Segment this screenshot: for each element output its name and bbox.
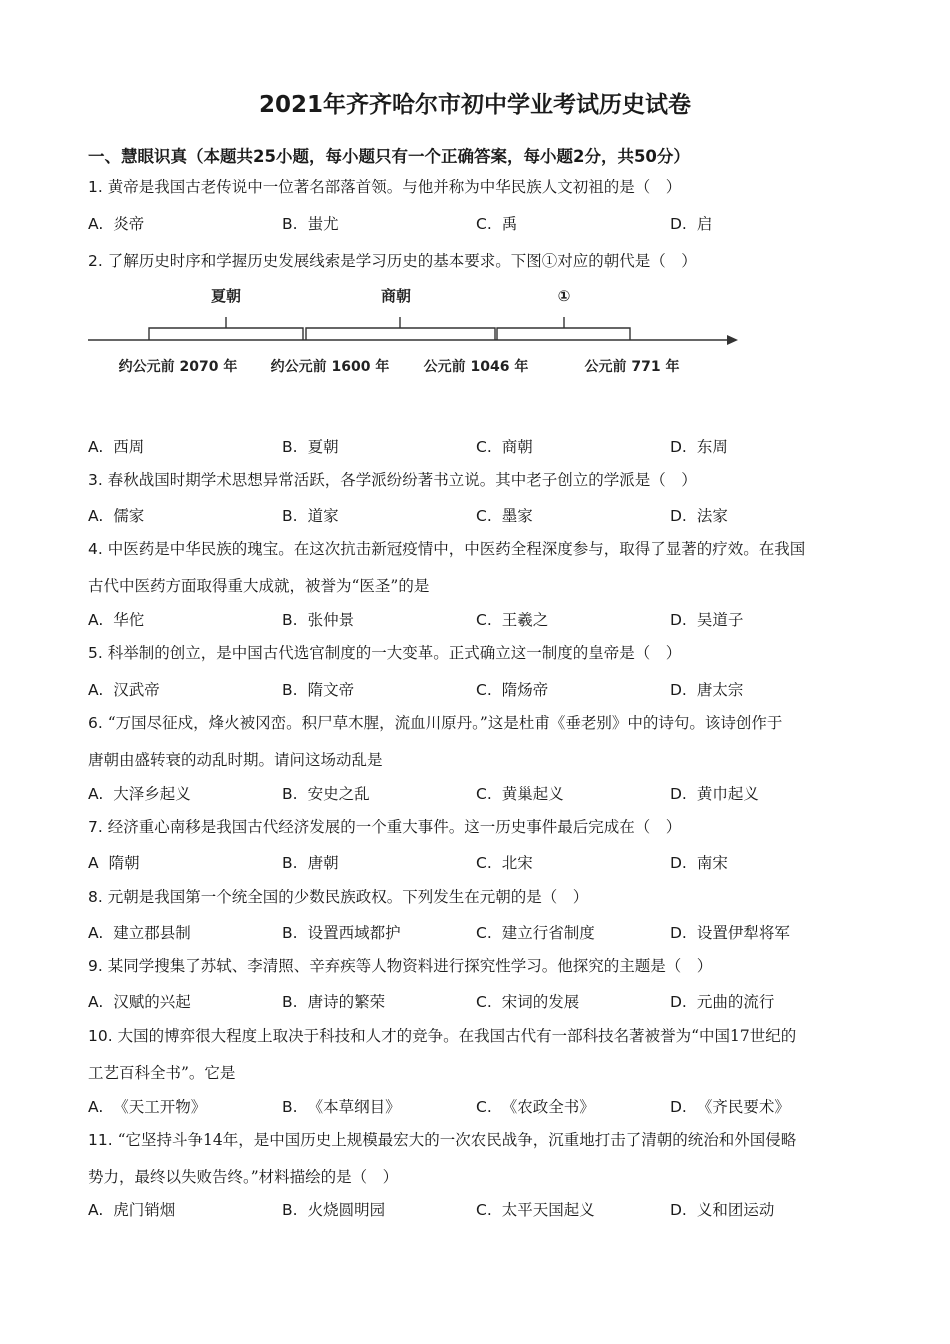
option-text: 唐太宗	[696, 681, 744, 699]
option-c	[476, 608, 548, 630]
question-number: 3.	[88, 471, 103, 489]
option-letter: D.	[670, 611, 687, 629]
option-letter: D.	[670, 1098, 687, 1116]
question-number: 11.	[88, 1131, 113, 1149]
option-text: 《齐民要术》	[696, 1098, 790, 1116]
option-b	[282, 1198, 385, 1220]
option-letter: A.	[88, 215, 104, 233]
question-9-line-1	[88, 954, 712, 976]
option-a	[88, 1095, 206, 1117]
question-number: 8.	[88, 888, 103, 906]
question-3-line-1	[88, 468, 697, 490]
option-letter: D.	[670, 1201, 687, 1219]
option-b	[282, 851, 339, 873]
option-text: 华佗	[113, 611, 145, 629]
option-letter: B.	[282, 611, 298, 629]
option-letter: B.	[282, 215, 298, 233]
option-text: 隋炀帝	[501, 681, 549, 699]
option-text: 太平天国起义	[501, 1201, 595, 1219]
option-letter: B.	[282, 993, 298, 1011]
option-d	[670, 1198, 774, 1220]
question-text: 元朝是我国第一个统全国的少数民族政权。下列发生在元朝的是（ ）	[107, 888, 589, 906]
option-letter: C.	[476, 215, 492, 233]
option-text: 张仲景	[307, 611, 355, 629]
question-text: 经济重心南移是我国古代经济发展的一个重大事件。这一历史事件最后完成在（ ）	[107, 818, 682, 836]
date-label-771: 公元前 771 年	[584, 359, 680, 375]
option-letter: A.	[88, 507, 104, 525]
option-c	[476, 678, 548, 700]
option-text: 建立郡县制	[113, 924, 191, 942]
bracket-unknown	[497, 328, 630, 340]
option-letter: A.	[88, 1201, 104, 1219]
date-label-1046: 公元前 1046 年	[423, 359, 529, 375]
question-number: 1.	[88, 178, 103, 196]
question-text: “万国尽征戍，烽火被冈峦。积尸草木腥，流血川原丹。”这是杜甫《垂老别》中的诗句。该诗创作于	[107, 714, 783, 732]
option-text: 汉武帝	[113, 681, 160, 699]
option-c	[476, 435, 533, 457]
option-b	[282, 435, 339, 457]
option-letter: B.	[282, 785, 298, 803]
question-text: 古代中医药方面取得重大成就，被誉为“医圣”的是	[88, 577, 430, 595]
option-d	[670, 851, 728, 873]
option-b	[282, 504, 339, 526]
question-8-line-1	[88, 885, 588, 907]
option-text: 北宋	[501, 854, 533, 872]
option-text: 西周	[113, 438, 145, 456]
option-c	[476, 782, 564, 804]
option-b	[282, 921, 401, 943]
option-c	[476, 1095, 595, 1117]
option-text: 义和团运动	[696, 1201, 775, 1219]
question-10-line-2	[88, 1061, 235, 1083]
option-a	[88, 782, 191, 804]
option-c	[476, 1198, 595, 1220]
option-text: 虎门销烟	[113, 1201, 176, 1219]
option-text: 《农政全书》	[501, 1098, 595, 1116]
option-text: 王羲之	[501, 611, 549, 629]
option-c	[476, 921, 595, 943]
option-a	[88, 851, 140, 873]
question-number: 2.	[88, 252, 103, 270]
question-text: 某同学搜集了苏轼、李清照、辛弃疾等人物资料进行探究性学习。他探究的主题是（ ）	[107, 957, 713, 975]
question-text: 势力，最终以失败告终。”材料描绘的是（ ）	[88, 1168, 399, 1186]
option-text: 黄巾起义	[696, 785, 759, 803]
question-5-line-1	[88, 641, 681, 663]
dynasty-label-unknown: ①	[557, 287, 571, 305]
timeline-arrow	[727, 335, 738, 345]
question-text: “它坚持斗争14年，是中国历史上规模最宏大的一次农民战争，沉重地打击了清朝的统治和外国侵略	[117, 1131, 797, 1149]
question-11-line-1	[88, 1128, 796, 1150]
option-letter: D.	[670, 785, 687, 803]
option-text: 唐朝	[307, 854, 339, 872]
option-letter: B.	[282, 1098, 298, 1116]
option-a	[88, 435, 144, 457]
option-letter: A.	[88, 993, 104, 1011]
option-letter: B.	[282, 438, 298, 456]
option-text: 道家	[307, 507, 339, 525]
option-letter: B.	[282, 1201, 298, 1219]
option-text: 汉赋的兴起	[113, 993, 191, 1011]
option-letter: A.	[88, 681, 104, 699]
option-letter: D.	[670, 215, 687, 233]
option-text: 元曲的流行	[696, 993, 775, 1011]
option-letter: B.	[282, 924, 298, 942]
option-text: 设置伊犁将军	[696, 924, 790, 942]
option-c	[476, 504, 533, 526]
option-b	[282, 990, 385, 1012]
question-text: 春秋战国时期学术思想异常活跃，各学派纷纷著书立说。其中老子创立的学派是（ ）	[107, 471, 697, 489]
option-letter: D.	[670, 681, 687, 699]
option-d	[670, 608, 743, 630]
question-text: 了解历史时序和学握历史发展线索是学习历史的基本要求。下图①对应的朝代是（ ）	[107, 252, 697, 270]
question-number: 5.	[88, 644, 103, 662]
option-letter: C.	[476, 1098, 492, 1116]
option-text: 禹	[501, 215, 518, 233]
option-letter: D.	[670, 993, 687, 1011]
option-text: 吴道子	[696, 611, 744, 629]
date-label-1600: 约公元前 1600 年	[270, 359, 390, 375]
option-letter: B.	[282, 507, 298, 525]
option-text: 墨家	[501, 507, 533, 525]
option-text: 炎帝	[113, 215, 145, 233]
question-text: 中医药是中华民族的瑰宝。在这次抗击新冠疫情中，中医药全程深度参与，取得了显著的疗效。在我国	[107, 540, 806, 558]
option-letter: D.	[670, 507, 687, 525]
question-number: 10.	[88, 1027, 113, 1045]
question-text: 唐朝由盛转衰的动乱时期。请问这场动乱是	[88, 751, 383, 769]
question-number: 6.	[88, 714, 103, 732]
option-text: 黄巢起义	[501, 785, 564, 803]
question-6-line-2	[88, 748, 383, 770]
option-letter: C.	[476, 1201, 492, 1219]
option-letter: A.	[88, 1098, 104, 1116]
option-c	[476, 851, 533, 873]
option-letter: C.	[476, 611, 492, 629]
option-d	[670, 678, 743, 700]
option-letter: D.	[670, 438, 687, 456]
option-letter: A.	[88, 785, 104, 803]
section-heading: 一、慧眼识真（本题共25小题，每小题只有一个正确答案，每小题2分，共50分）	[88, 147, 690, 166]
option-text: 唐诗的繁荣	[307, 993, 386, 1011]
option-d	[670, 435, 728, 457]
option-text: 宋词的发展	[501, 993, 580, 1011]
option-d	[670, 990, 774, 1012]
option-letter: A.	[88, 924, 104, 942]
option-b	[282, 782, 370, 804]
option-letter: C.	[476, 993, 492, 1011]
option-letter: C.	[476, 924, 492, 942]
option-d	[670, 504, 728, 526]
option-a	[88, 990, 191, 1012]
option-text: 大泽乡起义	[113, 785, 191, 803]
question-number: 9.	[88, 957, 103, 975]
option-text: 南宋	[696, 854, 728, 872]
option-letter: C.	[476, 785, 492, 803]
exam-title: 2021年齐齐哈尔市初中学业考试历史试卷	[258, 92, 691, 118]
question-text: 工艺百科全书”。它是	[88, 1064, 236, 1082]
option-text: 安史之乱	[307, 785, 370, 803]
option-text: 商朝	[501, 438, 533, 456]
option-letter: D.	[670, 924, 687, 942]
option-text: 《本草纲目》	[307, 1098, 401, 1116]
option-letter: B.	[282, 854, 298, 872]
option-text: 建立行省制度	[501, 924, 595, 942]
option-a	[88, 1198, 175, 1220]
option-letter: A.	[88, 438, 104, 456]
question-7-line-1	[88, 815, 681, 837]
question-4-line-1	[88, 537, 805, 559]
option-letter: D.	[670, 854, 687, 872]
option-b	[282, 608, 354, 630]
option-d	[670, 921, 790, 943]
option-text: 蚩尤	[307, 215, 339, 233]
question-4-line-2	[88, 574, 429, 596]
option-text: 《天工开物》	[113, 1098, 207, 1116]
question-text: 黄帝是我国古老传说中一位著名部落首领。与他并称为中华民族人文初祖的是（ ）	[107, 178, 682, 196]
question-number: 4.	[88, 540, 103, 558]
bracket-shang	[306, 328, 495, 340]
option-text: 隋朝	[108, 854, 140, 872]
option-text: 儒家	[113, 507, 145, 525]
option-text: 隋文帝	[307, 681, 355, 699]
option-letter: C.	[476, 681, 492, 699]
question-number: 7.	[88, 818, 103, 836]
option-a	[88, 608, 144, 630]
bracket-xia	[149, 328, 303, 340]
question-11-line-2	[88, 1165, 398, 1187]
option-a	[88, 921, 191, 943]
option-text: 设置西域都护	[307, 924, 401, 942]
option-letter: A	[88, 854, 99, 872]
option-a	[88, 678, 160, 700]
option-text: 火烧圆明园	[307, 1201, 386, 1219]
option-d	[670, 782, 759, 804]
option-text: 夏朝	[307, 438, 339, 456]
question-6-line-1	[88, 711, 782, 733]
option-b	[282, 1095, 401, 1117]
question-10-line-1	[88, 1024, 796, 1046]
question-text: 大国的博弈很大程度上取决于科技和人才的竞争。在我国古代有一部科技名著被誉为“中国17世纪的	[117, 1027, 797, 1045]
option-text: 东周	[696, 438, 728, 456]
option-c	[476, 990, 579, 1012]
option-text: 法家	[696, 507, 728, 525]
option-letter: C.	[476, 854, 492, 872]
dynasty-label-shang: 商朝	[380, 287, 412, 305]
option-a	[88, 504, 144, 526]
timeline-figure	[0, 0, 950, 420]
option-letter: C.	[476, 507, 492, 525]
option-letter: B.	[282, 681, 298, 699]
option-letter: A.	[88, 611, 104, 629]
option-letter: C.	[476, 438, 492, 456]
option-d	[670, 1095, 790, 1117]
option-text: 启	[696, 215, 713, 233]
date-label-2070: 约公元前 2070 年	[118, 359, 238, 375]
option-b	[282, 678, 354, 700]
question-text: 科举制的创立，是中国古代选官制度的一大变革。正式确立这一制度的皇帝是（ ）	[107, 644, 682, 662]
dynasty-label-xia: 夏朝	[210, 287, 242, 305]
